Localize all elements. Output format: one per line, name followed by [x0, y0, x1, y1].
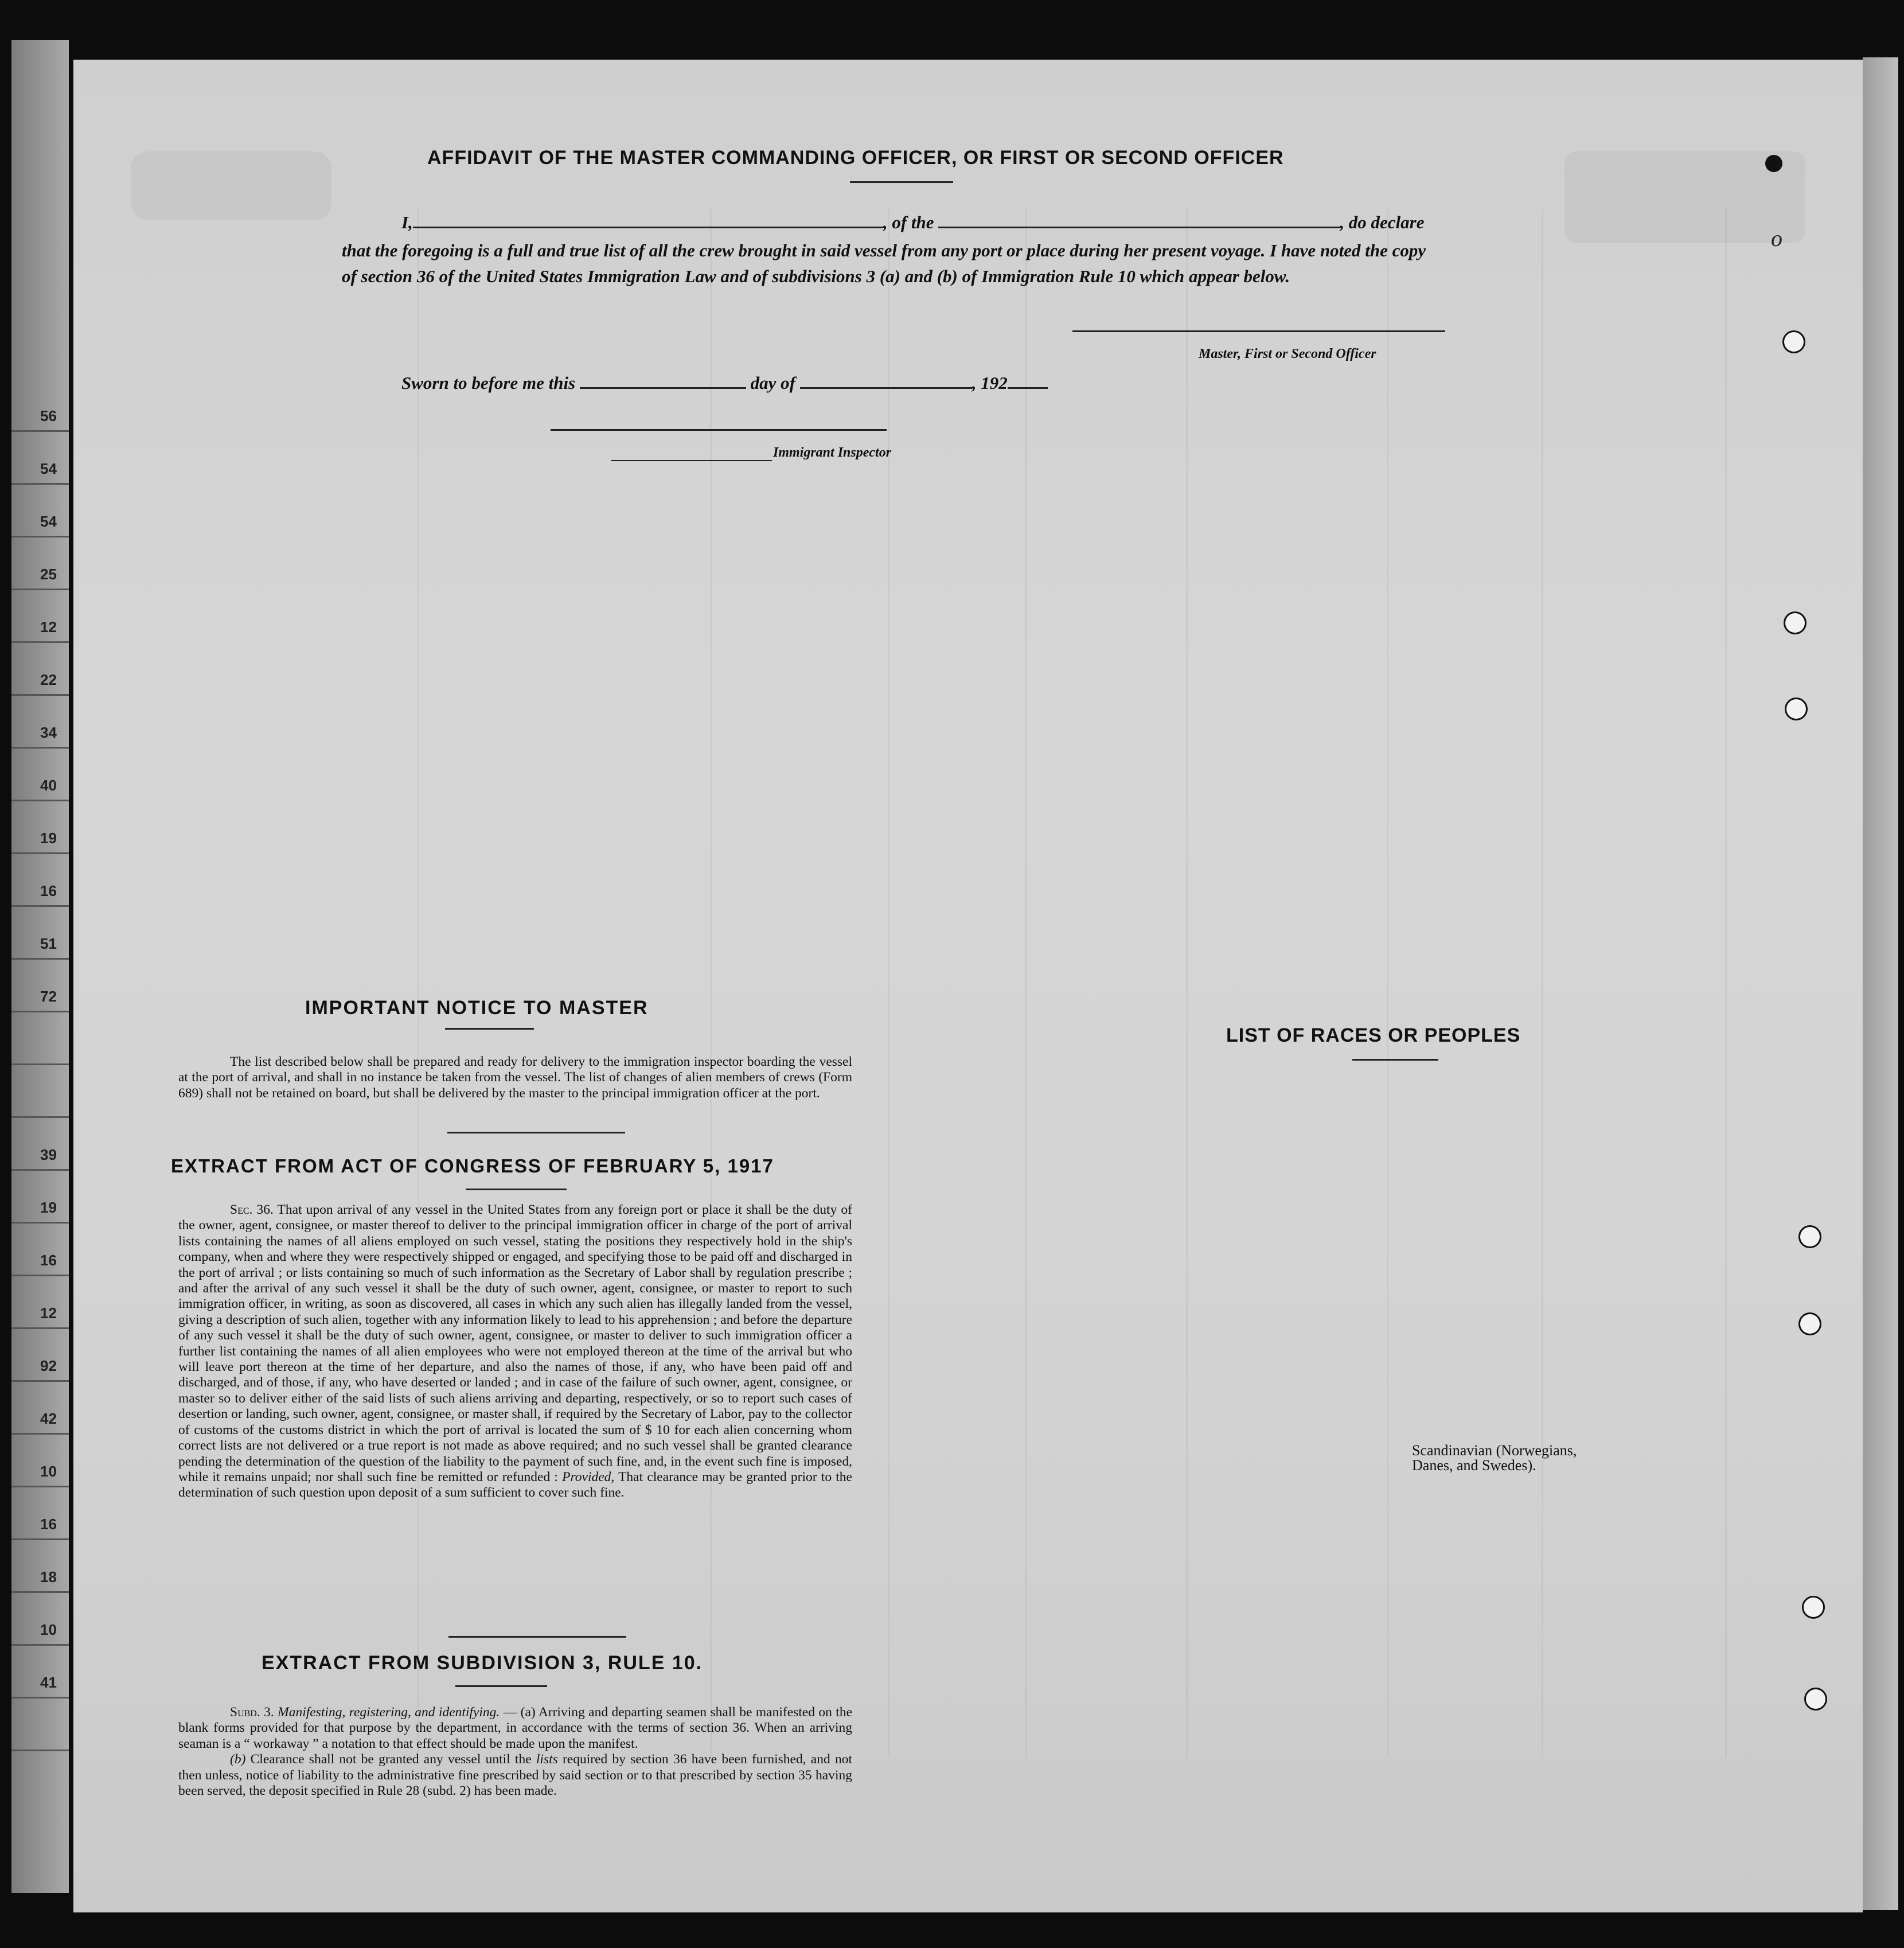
strip-rule	[11, 1169, 69, 1171]
strip-rule	[11, 1222, 69, 1224]
right-margin-strip	[1863, 57, 1898, 1910]
strip-rule	[11, 1011, 69, 1012]
extract-rule-text: Subd. 3. Manifesting, registering, and identifying. — (a) Arriving and departing seamen shall be manifested on the blank forms provided for that purpose by the department, in accordance with the terms of section 36. When an arriving seaman is a “ workaway ” a notation to that effect should be made upon the manifest. (b) Clearance shall not be granted any vessel until the lists required by section 36 have been furnished, and not then unless, notice of liability to the administrative fine prescribed by said section or to that prescribed by section 35 having been served, the deposit specified in Rule 28 (subd. 2) has been made.	[178, 1705, 852, 1799]
day-of-text: day of	[750, 373, 795, 393]
notice-divider	[447, 1132, 625, 1133]
races-underline	[1352, 1059, 1438, 1061]
strip-row-number: 92	[40, 1357, 57, 1374]
pronoun: I,	[401, 212, 413, 232]
strip-row-number: 19	[40, 1199, 57, 1216]
name-blank[interactable]	[413, 227, 883, 228]
provided-word: Provided,	[562, 1469, 615, 1485]
affidavit-title: AFFIDAVIT OF THE MASTER COMMANDING OFFICER, OR FIRST OR SECOND OFFICER	[427, 147, 1284, 169]
inspector-signature-line[interactable]	[551, 429, 887, 431]
strip-rule	[11, 800, 69, 801]
strip-rule	[11, 905, 69, 907]
race-item: Scandinavian (Norwegians, Danes, and Swedes).	[1412, 1441, 1577, 1474]
strip-rule	[11, 1486, 69, 1487]
strip-rule	[11, 589, 69, 590]
binder-hole	[1782, 330, 1805, 353]
sworn-line	[401, 373, 1048, 394]
signature-label: Master, First or Second Officer	[1199, 346, 1376, 361]
strip-row-number: 72	[40, 988, 57, 1005]
strip-rule	[11, 641, 69, 643]
strip-rule	[11, 1591, 69, 1593]
strip-rule	[11, 1538, 69, 1540]
notice-underline	[445, 1028, 534, 1030]
strip-rule	[11, 1697, 69, 1698]
strip-rule	[11, 1380, 69, 1382]
extract-act-divider	[448, 1636, 626, 1638]
strip-rule	[11, 483, 69, 485]
title-underline	[850, 181, 953, 183]
strip-row-number: 54	[40, 460, 57, 477]
extract-act-title: EXTRACT FROM ACT OF CONGRESS OF FEBRUARY 5, 1917	[171, 1155, 774, 1176]
strip-row-number: 42	[40, 1410, 57, 1427]
strip-row-number: 12	[40, 618, 57, 636]
subd-title: Manifesting, registering, and identifying.	[278, 1705, 500, 1720]
vessel-blank[interactable]	[938, 227, 1340, 228]
strip-rule	[11, 430, 69, 432]
year-blank[interactable]	[1008, 387, 1048, 389]
of-the-text: , of the	[883, 212, 934, 232]
strip-row-number: 51	[40, 935, 57, 952]
day-blank[interactable]	[580, 387, 746, 389]
affidavit-first-line	[401, 212, 1424, 233]
races-title: LIST OF RACES OR PEOPLES	[1226, 1024, 1521, 1046]
sworn-prefix: Sworn to before me this	[401, 373, 576, 393]
strip-row-number: 34	[40, 724, 57, 741]
strip-rule	[11, 852, 69, 854]
strip-rule	[11, 1327, 69, 1329]
strip-rule	[11, 1063, 69, 1065]
extract-act-underline	[466, 1189, 567, 1190]
strip-row-number: 19	[40, 829, 57, 847]
inspector-label: Immigrant Inspector	[773, 445, 892, 460]
strip-row-number: 18	[40, 1568, 57, 1585]
subd-label: Subd. 3.	[230, 1705, 274, 1720]
strip-rule	[11, 536, 69, 537]
binder-hole	[1804, 1688, 1827, 1711]
strip-rule	[11, 1433, 69, 1435]
signature-line[interactable]	[1072, 330, 1445, 332]
strip-row-number: 16	[40, 1252, 57, 1269]
binder-hole	[1798, 1225, 1821, 1248]
strip-row-number: 22	[40, 671, 57, 688]
strip-row-number: 39	[40, 1146, 57, 1163]
binder-hole	[1784, 611, 1807, 634]
strip-rule	[11, 1644, 69, 1646]
strip-row-number: 16	[40, 1515, 57, 1533]
year-prefix: , 192	[971, 373, 1008, 393]
document-sheet	[73, 60, 1863, 1912]
strip-rule	[11, 694, 69, 696]
binder-hole	[1785, 698, 1808, 720]
strip-rule	[11, 1275, 69, 1276]
left-margin-strip	[11, 40, 69, 1893]
inspector-label-line	[611, 460, 772, 461]
extract-rule-title: EXTRACT FROM SUBDIVISION 3, RULE 10.	[262, 1652, 703, 1674]
strip-rule	[11, 1116, 69, 1118]
do-declare-text: , do declare	[1340, 212, 1425, 232]
notice-text: The list described below shall be prepared and ready for delivery to the immigration inspector boarding the vessel at the port of arrival, and shall in no instance be taken from the vessel. The list of changes of alien members of crews (Form 689) shall not be retained on board, but shall be delivered by the master to the principal immigration officer at the port.	[178, 1054, 852, 1101]
strip-rule	[11, 747, 69, 749]
extract-rule-underline	[455, 1685, 547, 1687]
strip-row-number: 54	[40, 513, 57, 530]
strip-row-number: 10	[40, 1463, 57, 1480]
strip-rule	[11, 1750, 69, 1751]
strip-row-number: 25	[40, 566, 57, 583]
strip-row-number: 16	[40, 882, 57, 899]
ink-dot	[1765, 155, 1782, 172]
binder-hole	[1798, 1312, 1821, 1335]
notice-title: IMPORTANT NOTICE TO MASTER	[305, 997, 649, 1019]
hole-mark: o	[1771, 225, 1782, 251]
strip-row-number: 56	[40, 407, 57, 424]
month-blank[interactable]	[800, 387, 972, 389]
affidavit-paragraph: that the foregoing is a full and true list of all the crew brought in said vessel from any port or place during her present voyage. I have noted the copy of section 36 of the United States Immigration Law and of subdivisions 3 (a) and (b) of Immigration Rule 10 which appear below.	[342, 240, 1426, 286]
binder-hole	[1802, 1596, 1825, 1619]
strip-row-number: 40	[40, 777, 57, 794]
section-label: Sec. 36.	[230, 1202, 274, 1217]
strip-row-number: 12	[40, 1304, 57, 1322]
strip-row-number: 41	[40, 1674, 57, 1691]
extract-act-text: Sec. 36. That upon arrival of any vessel in the United States from any foreign port or place it shall be the duty of the owner, agent, consignee, or master thereof to deliver to the principal immigration officer in charge of the port of arrival lists containing the names of all aliens employed on such vessel, stating the positions they respectively hold in the ship's company, when and where they were respectively shipped or engaged, and specifying those to be paid off and discharged in the port of arrival ; or lists containing so much of such information as the Secretary of Labor shall by regulation prescribe ; and after the arrival of any such vessel it shall be the duty of such owner, agent, consignee, or master to report to such immigration officer, in writing, as soon as discovered, all cases in which any such alien has illegally landed from the vessel, giving a description of such alien, together with any information likely to lead to his apprehension ; and before the departure of any such vessel it shall be the duty of such owner, agent, consignee, or master to deliver to such immigration officer a further list containing the names of all alien employees who were not employed thereon at the time of the arrival but who will leave port thereon at the time of her departure, and also the names of those, if any, who have been paid off and discharged, and of those, if any, who have deserted or landed ; and in case of the failure of such owner, agent, consignee, or master so to deliver either of the said lists of such aliens arriving and departing, respectively, or so to report such cases of desertion or landing, such owner, agent, consignee, or master shall, if required by the Secretary of Labor, pay to the collector of customs of the customs district in which the port of arrival is located the sum of $ 10 for each alien concerning whom correct lists are not delivered or a true report is not made as above required; and no such vessel shall be granted clearance pending the determination of the question of the liability to the payment of such fine, and, in the event such fine is imposed, while it remains unpaid; nor shall such fine be remitted or refunded : Provided, That clearance may be granted prior to the determination of such question upon deposit of a sum sufficient to cover such fine.	[178, 1202, 852, 1501]
strip-row-number: 10	[40, 1621, 57, 1638]
strip-rule	[11, 958, 69, 960]
